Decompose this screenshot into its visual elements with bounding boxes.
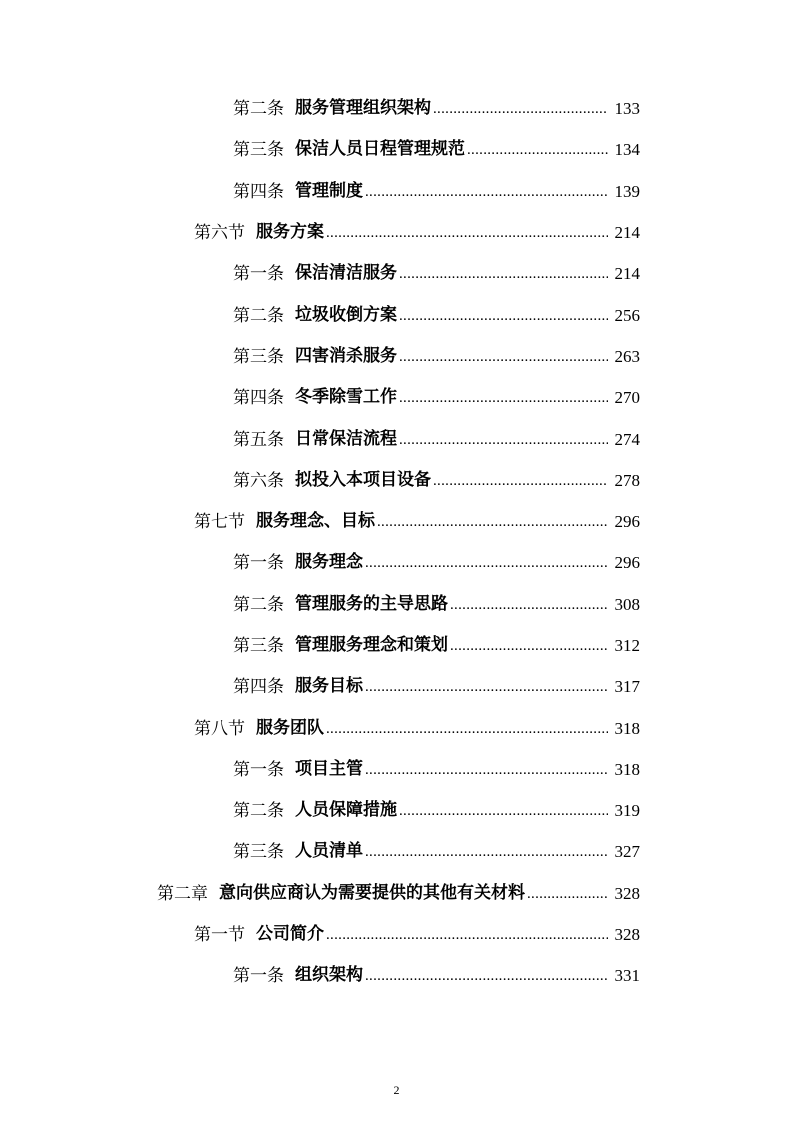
toc-dot-leader xyxy=(365,183,608,200)
toc-entry-page: 270 xyxy=(614,388,640,408)
toc-entry-number: 第一条 xyxy=(233,553,284,573)
toc-entry-number: 第二条 xyxy=(233,801,284,821)
toc-entry-page: 317 xyxy=(614,677,640,697)
toc-entry-title: 服务目标 xyxy=(295,676,363,697)
toc-entry-title: 垃圾收倒方案 xyxy=(295,304,397,325)
toc-entry-page: 278 xyxy=(614,470,640,490)
toc-entry-page: 328 xyxy=(614,883,640,903)
toc-entry-title: 人员清单 xyxy=(295,841,363,862)
toc-entry[interactable] xyxy=(0,212,793,253)
toc-dot-leader xyxy=(433,472,608,489)
toc-entry[interactable] xyxy=(0,914,793,955)
toc-entry[interactable] xyxy=(0,955,793,996)
toc-entry-page: 318 xyxy=(614,718,640,738)
toc-entry-page: 134 xyxy=(614,140,640,160)
toc-entry-number: 第二章 xyxy=(157,883,208,903)
toc-dot-leader xyxy=(365,843,608,860)
toc-entry[interactable] xyxy=(0,336,793,377)
toc-entry-number: 第六条 xyxy=(233,470,284,490)
toc-entry-number: 第六节 xyxy=(194,223,245,243)
toc-entry[interactable] xyxy=(0,666,793,707)
toc-entry-page: 133 xyxy=(614,99,640,119)
toc-entry[interactable] xyxy=(0,418,793,459)
toc-entry[interactable] xyxy=(0,88,793,129)
toc-entry-title: 服务理念 xyxy=(295,552,363,573)
toc-entry-page: 327 xyxy=(614,842,640,862)
toc-entry-number: 第二条 xyxy=(233,594,284,614)
toc-entry-number: 第一条 xyxy=(233,264,284,284)
toc-dot-leader xyxy=(365,554,608,571)
toc-entry-page: 318 xyxy=(614,759,640,779)
toc-dot-leader xyxy=(399,348,608,365)
toc-entry-number: 第四条 xyxy=(233,388,284,408)
toc-dot-leader xyxy=(399,307,608,324)
toc-entry-number: 第二条 xyxy=(233,305,284,325)
toc-entry[interactable] xyxy=(0,873,793,914)
toc-entry-title: 意向供应商认为需要提供的其他有关材料 xyxy=(219,882,525,903)
toc-entry-number: 第三条 xyxy=(233,842,284,862)
toc-entry-number: 第五条 xyxy=(233,429,284,449)
toc-entry-page: 328 xyxy=(614,925,640,945)
toc-entry-number: 第一条 xyxy=(233,966,284,986)
toc-entry-number: 第四条 xyxy=(233,181,284,201)
toc-entry-page: 331 xyxy=(614,966,640,986)
toc-entry-title: 管理制度 xyxy=(295,180,363,201)
toc-entry[interactable] xyxy=(0,129,793,170)
toc-dot-leader xyxy=(433,100,608,117)
toc-entry-number: 第二条 xyxy=(233,99,284,119)
toc-entry[interactable] xyxy=(0,171,793,212)
toc-entry-page: 139 xyxy=(614,181,640,201)
toc-dot-leader xyxy=(399,431,608,448)
toc-entry-title: 保洁人员日程管理规范 xyxy=(295,139,465,160)
toc-entry-title: 服务方案 xyxy=(256,222,324,243)
toc-dot-leader xyxy=(399,802,608,819)
toc-entry-page: 214 xyxy=(614,264,640,284)
toc-dot-leader xyxy=(365,967,608,984)
toc-dot-leader xyxy=(377,513,608,530)
toc-entry[interactable] xyxy=(0,790,793,831)
toc-entry-page: 308 xyxy=(614,594,640,614)
toc-entry-page: 214 xyxy=(614,223,640,243)
toc-dot-leader xyxy=(399,265,608,282)
toc-entry-title: 管理服务的主导思路 xyxy=(295,593,448,614)
toc-entry[interactable] xyxy=(0,460,793,501)
toc-entry-page: 319 xyxy=(614,801,640,821)
toc-dot-leader xyxy=(399,389,608,406)
toc-entry-title: 拟投入本项目设备 xyxy=(295,469,431,490)
table-of-contents xyxy=(0,88,793,997)
toc-entry-page: 296 xyxy=(614,512,640,532)
toc-entry-title: 公司简介 xyxy=(256,924,324,945)
toc-entry[interactable] xyxy=(0,501,793,542)
toc-dot-leader xyxy=(365,678,608,695)
toc-entry[interactable] xyxy=(0,831,793,872)
toc-entry-number: 第一条 xyxy=(233,759,284,779)
toc-entry-title: 项目主管 xyxy=(295,758,363,779)
toc-entry-title: 服务理念、目标 xyxy=(256,511,375,532)
toc-entry-number: 第三条 xyxy=(233,140,284,160)
toc-dot-leader xyxy=(450,637,608,654)
toc-entry-number: 第一节 xyxy=(194,925,245,945)
toc-entry-number: 第三条 xyxy=(233,636,284,655)
toc-dot-leader xyxy=(467,141,608,158)
toc-dot-leader xyxy=(326,224,608,241)
toc-dot-leader xyxy=(326,926,608,943)
toc-entry-page: 274 xyxy=(614,429,640,449)
toc-entry[interactable] xyxy=(0,584,793,625)
toc-entry[interactable] xyxy=(0,707,793,748)
toc-entry[interactable] xyxy=(0,294,793,335)
toc-entry-page: 312 xyxy=(614,636,640,655)
toc-entry-title: 管理服务理念和策划 xyxy=(295,635,448,655)
toc-entry-number: 第八节 xyxy=(194,718,245,738)
toc-entry-title: 服务管理组织架构 xyxy=(295,98,431,119)
toc-entry-title: 人员保障措施 xyxy=(295,800,397,821)
toc-entry-page: 296 xyxy=(614,553,640,573)
toc-entry-title: 保洁清洁服务 xyxy=(295,263,397,284)
toc-entry[interactable] xyxy=(0,625,793,666)
page-number: 2 xyxy=(393,1083,400,1097)
toc-entry[interactable] xyxy=(0,377,793,418)
toc-entry-number: 第七节 xyxy=(194,512,245,532)
toc-entry[interactable] xyxy=(0,253,793,294)
toc-entry-title: 冬季除雪工作 xyxy=(295,387,397,408)
toc-entry-number: 第四条 xyxy=(233,677,284,697)
toc-entry-title: 四害消杀服务 xyxy=(295,345,397,366)
toc-entry-page: 256 xyxy=(614,305,640,325)
toc-entry-page: 263 xyxy=(614,346,640,366)
toc-dot-leader xyxy=(326,720,608,737)
toc-entry-title: 日常保洁流程 xyxy=(295,428,397,449)
toc-entry-number: 第三条 xyxy=(233,346,284,366)
toc-entry-title: 服务团队 xyxy=(256,717,324,738)
toc-dot-leader xyxy=(365,761,608,778)
toc-entry[interactable] xyxy=(0,542,793,583)
toc-entry-title: 组织架构 xyxy=(295,965,363,986)
toc-entry[interactable] xyxy=(0,749,793,790)
toc-dot-leader xyxy=(527,885,608,902)
toc-dot-leader xyxy=(450,596,608,613)
